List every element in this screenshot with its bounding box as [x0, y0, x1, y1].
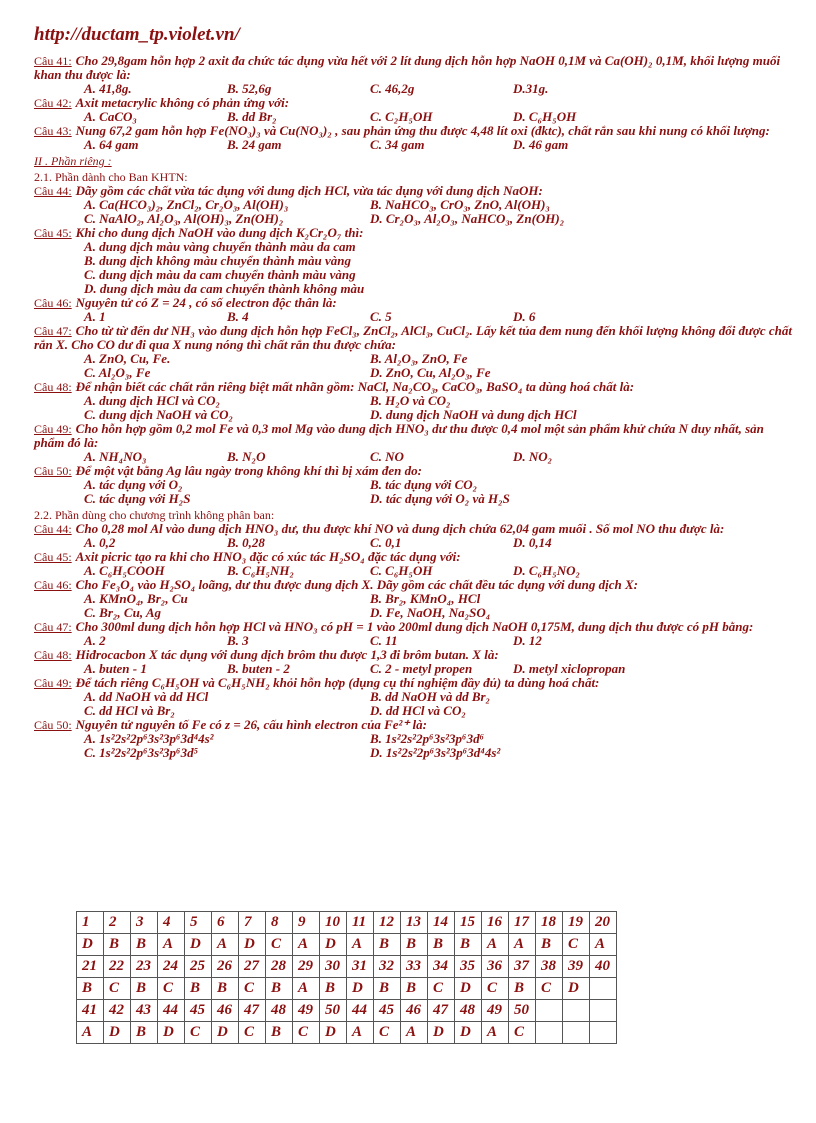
answer-option: D. ZnO, Cu, Al₂O₃, Fe — [370, 365, 491, 380]
option-group — [34, 198, 794, 226]
answer-letter-cell: D — [455, 1022, 482, 1044]
answer-letter-cell: A — [77, 1022, 104, 1044]
question-label: Câu 48: — [34, 380, 72, 394]
answer-letter-cell: B — [455, 934, 482, 956]
question-text: Nguyên tử có Z = 24 , có số electron độc thân là: — [75, 295, 337, 310]
option-group — [34, 110, 794, 124]
question — [34, 578, 794, 592]
answer-letter-cell: A — [401, 1022, 428, 1044]
question-text: Để tách riêng C₆H₅OH và C₆H₅NH₂ khỏi hỗn hợp (dụng cụ thí nghiệm đầy đủ) ta dùng hoá chất: — [75, 675, 600, 690]
answer-number-cell: 36 — [482, 956, 509, 978]
answer-number-cell — [563, 1000, 590, 1022]
answer-letter-cell: B — [77, 978, 104, 1000]
option-group — [34, 138, 794, 152]
answer-option: B. buten - 2 — [227, 661, 290, 676]
answer-letter-cell: C — [239, 1022, 266, 1044]
question-text: Nguyên tử nguyên tố Fe có z = 26, cấu hình electron của Fe²⁺ là: — [75, 717, 427, 732]
answer-letter-cell: C — [266, 934, 293, 956]
answer-option: A. NH₄NO₃ — [84, 449, 147, 464]
answer-letter-cell: B — [131, 978, 158, 1000]
answer-number-cell: 45 — [374, 1000, 401, 1022]
answer-option: B. 1s²2s²2p⁶3s²3p⁶3d⁶ — [370, 731, 485, 746]
question — [34, 96, 794, 110]
answer-option: C. dd HCl và Br₂ — [84, 703, 175, 718]
answer-number-cell: 19 — [563, 912, 590, 934]
answer-letter-cell: D — [320, 934, 347, 956]
question — [34, 54, 794, 82]
answer-option: B. 24 gam — [227, 137, 282, 152]
answer-option: A. 64 gam — [84, 137, 139, 152]
question-label: Câu 46: — [34, 296, 72, 310]
answer-number-cell: 49 — [482, 1000, 509, 1022]
option-group — [34, 478, 794, 506]
answer-letter-cell: C — [509, 1022, 536, 1044]
answer-number-cell: 44 — [158, 1000, 185, 1022]
answer-number-cell: 28 — [266, 956, 293, 978]
answer-option: B. 0,28 — [227, 535, 265, 550]
answer-letter-cell: D — [185, 934, 212, 956]
answer-number-cell: 47 — [428, 1000, 455, 1022]
question — [34, 296, 794, 310]
question-text: Cho 300ml dung dịch hỗn hợp HCl và HNO₃ có pH = 1 vào 200ml dung dịch NaOH 0,175M, dung dịch thu được có pH bằng: — [75, 619, 754, 634]
question-label: Câu 49: — [34, 676, 72, 690]
answer-option: A. 41,8g. — [84, 81, 132, 96]
answer-letter-cell: A — [482, 1022, 509, 1044]
answer-letter-cell — [590, 978, 617, 1000]
questions-part2 — [34, 184, 794, 506]
answer-option: D. 6 — [513, 309, 536, 324]
question-label: Câu 42: — [34, 96, 72, 110]
section-heading-non-stream: 2.2. Phần dùng cho chương trình không phân ban: — [34, 508, 275, 522]
answer-letter-cell: C — [374, 1022, 401, 1044]
answer-option: D. metyl xiclopropan — [513, 661, 626, 676]
answer-letter-cell: A — [293, 978, 320, 1000]
answer-option: A. tác dụng với O₂ — [84, 477, 183, 492]
answer-option: B. tác dụng với CO₂ — [370, 477, 478, 492]
answer-option: B. dd NaOH và dd Br₂ — [370, 689, 491, 704]
answer-number-cell: 32 — [374, 956, 401, 978]
answer-letter-cell: B — [320, 978, 347, 1000]
answer-number-cell: 44 — [347, 1000, 374, 1022]
answer-number-cell: 20 — [590, 912, 617, 934]
answer-letter-cell: C — [239, 978, 266, 1000]
answer-number-cell — [590, 1000, 617, 1022]
answer-option: B. Al₂O₃, ZnO, Fe — [370, 351, 468, 366]
answer-option: A. dung dịch HCl và CO₂ — [84, 393, 220, 408]
answer-number-cell: 23 — [131, 956, 158, 978]
answer-letter-cell: C — [185, 1022, 212, 1044]
answer-option: D. dd HCl và CO₂ — [370, 703, 466, 718]
question-text: Để một vật bằng Ag lâu ngày trong không khí thì bị xám đen do: — [75, 463, 422, 478]
answer-letter-cell: C — [293, 1022, 320, 1044]
option-group — [34, 394, 794, 422]
answer-option: C. NO — [370, 449, 404, 464]
answer-letter-cell: B — [266, 1022, 293, 1044]
answer-number-cell: 45 — [185, 1000, 212, 1022]
question — [34, 226, 794, 240]
question-label: Câu 41: — [34, 54, 72, 68]
question-label: Câu 45: — [34, 226, 72, 240]
answer-letter-row — [77, 1022, 617, 1044]
answer-letter-cell: D — [77, 934, 104, 956]
answer-number-cell: 37 — [509, 956, 536, 978]
answer-letter-cell: C — [563, 934, 590, 956]
answer-number-cell: 46 — [212, 1000, 239, 1022]
question — [34, 124, 794, 138]
answer-option: B. H₂O và CO₂ — [370, 393, 451, 408]
answer-letter-cell: D — [428, 1022, 455, 1044]
answer-number-cell: 40 — [590, 956, 617, 978]
answer-option: D. Fe, NaOH, Na₂SO₄ — [370, 605, 491, 620]
question-label: Câu 48: — [34, 648, 72, 662]
answer-option: D. tác dụng với O₂ và H₂S — [370, 491, 510, 506]
answer-letter-cell: B — [131, 1022, 158, 1044]
answer-letter-cell: D — [455, 978, 482, 1000]
answer-letter-cell: D — [104, 1022, 131, 1044]
answer-letter-cell: B — [509, 978, 536, 1000]
question — [34, 522, 794, 536]
answer-option: C. 5 — [370, 309, 392, 324]
question — [34, 380, 794, 394]
question-text: Cho từ từ đến dư NH₃ vào dung dịch hỗn hợp FeCl₃, ZnCl₂, AlCl₃, CuCl₂. Lấy kết tủa đem nung đến khối lượng không đổi được chất rắn X. Cho CO dư đi qua X nung nóng thì chất rắn thu được chứa: — [34, 323, 792, 352]
answer-number-cell: 41 — [77, 1000, 104, 1022]
answer-number-cell: 16 — [482, 912, 509, 934]
answer-option: A. Ca(HCO₃)₂, ZnCl₂, Cr₂O₃, Al(OH)₃ — [84, 197, 289, 212]
option-group — [34, 352, 794, 380]
answer-letter-cell: A — [158, 934, 185, 956]
answer-option: A. 1 — [84, 309, 106, 324]
answer-option: C. Al₂O₃, Fe — [84, 365, 151, 380]
answer-key-table — [76, 911, 617, 1044]
answer-number-cell: 14 — [428, 912, 455, 934]
option-group — [34, 634, 794, 648]
answer-letter-cell: B — [536, 934, 563, 956]
answer-option: C. C₆H₅OH — [370, 563, 433, 578]
question-label: Câu 47: — [34, 324, 72, 338]
question — [34, 718, 794, 732]
answer-option: B. NaHCO₃, CrO₃, ZnO, Al(OH)₃ — [370, 197, 550, 212]
answer-letter-cell: A — [347, 1022, 374, 1044]
answer-option: C. 11 — [370, 633, 398, 648]
answer-letter-row — [77, 978, 617, 1000]
question-text: Axit picric tạo ra khi cho HNO₃ đặc có xúc tác H₂SO₄ đặc tác dụng với: — [75, 549, 461, 564]
answer-number-cell: 4 — [158, 912, 185, 934]
option-group — [34, 450, 794, 464]
answer-option: C. dung dịch màu da cam chuyển thành màu vàng — [84, 267, 356, 282]
answer-option: D.31g. — [513, 81, 549, 96]
answer-number-row — [77, 1000, 617, 1022]
answer-option: A. 1s²2s²2p⁶3s²3p⁶3d⁴4s² — [84, 731, 214, 746]
answer-number-cell — [536, 1000, 563, 1022]
question-text: Để nhận biết các chất rắn riêng biệt mất nhãn gồm: NaCl, Na₂CO₃, CaCO₃, BaSO₄ ta dùng hoá chất là: — [75, 379, 635, 394]
answer-letter-cell: D — [563, 978, 590, 1000]
answer-number-cell: 39 — [563, 956, 590, 978]
answer-option: B. dd Br₂ — [227, 109, 277, 124]
answer-number-cell: 13 — [401, 912, 428, 934]
option-group — [34, 536, 794, 550]
answer-letter-cell: D — [212, 1022, 239, 1044]
question-label: Câu 44: — [34, 184, 72, 198]
answer-letter-cell: D — [347, 978, 374, 1000]
question-label: Câu 47: — [34, 620, 72, 634]
answer-letter-cell: B — [374, 978, 401, 1000]
answer-number-cell: 7 — [239, 912, 266, 934]
answer-option: A. 0,2 — [84, 535, 116, 550]
answer-letter-cell: C — [104, 978, 131, 1000]
answer-number-cell: 18 — [536, 912, 563, 934]
answer-number-cell: 33 — [401, 956, 428, 978]
option-group — [34, 564, 794, 578]
questions-part1 — [34, 54, 794, 152]
answer-option: A. ZnO, Cu, Fe. — [84, 351, 171, 366]
answer-letter-cell: A — [293, 934, 320, 956]
question-text: Cho hỗn hợp gồm 0,2 mol Fe và 0,3 mol Mg vào dung dịch HNO₃ dư thu được 0,4 mol một sản phẩm khử chứa N duy nhất, sản phẩm đó là: — [34, 421, 764, 450]
answer-number-cell: 6 — [212, 912, 239, 934]
answer-option: B. dung dịch không màu chuyển thành màu vàng — [84, 253, 351, 268]
answer-number-cell: 50 — [320, 1000, 347, 1022]
answer-option: C. Br₂, Cu, Ag — [84, 605, 162, 620]
option-group — [34, 310, 794, 324]
answer-option: D. C₆H₅NO₂ — [513, 563, 581, 578]
answer-number-cell: 1 — [77, 912, 104, 934]
answer-number-cell: 12 — [374, 912, 401, 934]
answer-number-cell: 22 — [104, 956, 131, 978]
answer-option: B. 52,6g — [227, 81, 272, 96]
answer-letter-row — [77, 934, 617, 956]
option-group — [34, 240, 794, 296]
answer-letter-cell: B — [185, 978, 212, 1000]
answer-letter-cell: C — [482, 978, 509, 1000]
answer-letter-cell: A — [590, 934, 617, 956]
answer-option: A. C₆H₅COOH — [84, 563, 165, 578]
question-text: Cho 29,8gam hỗn hợp 2 axit đa chức tác dụng vừa hết với 2 lít dung dịch hỗn hợp NaOH 0,1M và Ca(OH)₂ 0,1M, khối lượng muối khan thu được là: — [34, 53, 781, 82]
document-page — [34, 24, 794, 760]
answer-option: A. buten - 1 — [84, 661, 147, 676]
option-group — [34, 732, 794, 760]
answer-option: C. 46,2g — [370, 81, 415, 96]
question — [34, 464, 794, 478]
answer-option: B. Br₂, KMnO₄, HCl — [370, 591, 481, 606]
answer-letter-cell: C — [158, 978, 185, 1000]
question-label: Câu 50: — [34, 464, 72, 478]
answer-option: B. 4 — [227, 309, 249, 324]
answer-option: D. 46 gam — [513, 137, 569, 152]
answer-option: D. 0,14 — [513, 535, 552, 550]
answer-number-cell: 46 — [401, 1000, 428, 1022]
answer-option: C. 0,1 — [370, 535, 402, 550]
answer-letter-cell: C — [428, 978, 455, 1000]
question — [34, 550, 794, 564]
answer-option: B. C₆H₅NH₂ — [227, 563, 295, 578]
answer-number-cell: 11 — [347, 912, 374, 934]
answer-option: C. 2 - metyl propen — [370, 661, 473, 676]
answer-letter-cell: B — [428, 934, 455, 956]
question — [34, 620, 794, 634]
answer-number-cell: 3 — [131, 912, 158, 934]
answer-letter-cell: C — [536, 978, 563, 1000]
answer-option: D. dung dịch màu da cam chuyển thành không màu — [84, 281, 365, 296]
answer-number-cell: 17 — [509, 912, 536, 934]
question-text: Hiđrocacbon X tác dụng với dung dịch brôm thu được 1,3 đi brôm butan. X là: — [75, 647, 499, 662]
answer-letter-cell: A — [347, 934, 374, 956]
answer-number-cell: 49 — [293, 1000, 320, 1022]
answer-number-cell: 30 — [320, 956, 347, 978]
answer-number-cell: 21 — [77, 956, 104, 978]
section-heading-khtn: 2.1. Phần dành cho Ban KHTN: — [34, 170, 188, 184]
answer-letter-cell: B — [374, 934, 401, 956]
question-text: Khi cho dung dịch NaOH vào dung dịch K₂Cr₂O₇ thì: — [75, 225, 364, 240]
answer-number-row — [77, 912, 617, 934]
answer-number-cell: 35 — [455, 956, 482, 978]
answer-option: A. CaCO₃ — [84, 109, 137, 124]
answer-number-cell: 43 — [131, 1000, 158, 1022]
answer-number-cell: 10 — [320, 912, 347, 934]
answer-option: C. dung dịch NaOH và CO₂ — [84, 407, 233, 422]
answer-number-cell: 38 — [536, 956, 563, 978]
site-url[interactable]: http://ductam_tp.violet.vn/ — [34, 24, 240, 45]
option-group — [34, 690, 794, 718]
answer-option: C. 34 gam — [370, 137, 425, 152]
answer-number-cell: 9 — [293, 912, 320, 934]
question-label: Câu 44: — [34, 522, 72, 536]
answer-number-cell: 50 — [509, 1000, 536, 1022]
answer-number-cell: 15 — [455, 912, 482, 934]
answer-option: C. tác dụng với H₂S — [84, 491, 191, 506]
answer-number-cell: 2 — [104, 912, 131, 934]
question — [34, 676, 794, 690]
question-text: Axit metacrylic không có phản ứng với: — [75, 95, 290, 110]
answer-number-cell: 27 — [239, 956, 266, 978]
answer-option: A. dd NaOH và dd HCl — [84, 689, 209, 704]
answer-letter-cell: A — [509, 934, 536, 956]
question-text: Nung 67,2 gam hỗn hợp Fe(NO₃)₃ và Cu(NO₃)₂ , sau phản ứng thu được 4,48 lít oxi (đktc), chất rắn sau khi nung có khối lượng: — [75, 123, 770, 138]
answer-letter-cell: A — [482, 934, 509, 956]
option-group — [34, 662, 794, 676]
answer-letter-cell: A — [212, 934, 239, 956]
question-label: Câu 45: — [34, 550, 72, 564]
answer-letter-cell: D — [239, 934, 266, 956]
answer-number-cell: 8 — [266, 912, 293, 934]
option-group — [34, 592, 794, 620]
answer-option: D. Cr₂O₃, Al₂O₃, NaHCO₃, Zn(OH)₂ — [370, 211, 565, 226]
answer-letter-cell — [563, 1022, 590, 1044]
answer-letter-cell: B — [104, 934, 131, 956]
answer-letter-cell: D — [158, 1022, 185, 1044]
question-label: Câu 49: — [34, 422, 72, 436]
answer-letter-cell: D — [320, 1022, 347, 1044]
answer-number-cell: 31 — [347, 956, 374, 978]
answer-number-row — [77, 956, 617, 978]
question — [34, 324, 794, 352]
answer-letter-cell — [590, 1022, 617, 1044]
answer-number-cell: 48 — [266, 1000, 293, 1022]
answer-letter-cell: B — [401, 978, 428, 1000]
answer-number-cell: 47 — [239, 1000, 266, 1022]
answer-option: C. NaAlO₂, Al₂O₃, Al(OH)₃, Zn(OH)₂ — [84, 211, 284, 226]
question-text: Cho 0,28 mol Al vào dung dịch HNO₃ dư, thu được khí NO và dung dịch chứa 62,04 gam muối . Số mol NO thu được là: — [75, 521, 725, 536]
answer-number-cell: 48 — [455, 1000, 482, 1022]
question — [34, 648, 794, 662]
answer-option: D. C₆H₅OH — [513, 109, 577, 124]
answer-number-cell: 42 — [104, 1000, 131, 1022]
answer-number-cell: 34 — [428, 956, 455, 978]
answer-letter-cell: B — [266, 978, 293, 1000]
answer-option: C. C₂H₅OH — [370, 109, 433, 124]
question-label: Câu 43: — [34, 124, 72, 138]
answer-option: D. 12 — [513, 633, 542, 648]
option-group — [34, 82, 794, 96]
section-heading-private: II . Phần riêng : — [34, 154, 112, 168]
question-text: Cho Fe₃O₄ vào H₂SO₄ loãng, dư thu được dung dịch X. Dãy gồm các chất đều tác dụng với dung dịch X: — [75, 577, 638, 592]
answer-letter-cell — [536, 1022, 563, 1044]
answer-number-cell: 25 — [185, 956, 212, 978]
answer-option: A. KMnO₄, Br₂, Cu — [84, 591, 188, 606]
answer-option: D. dung dịch NaOH và dung dịch HCl — [370, 407, 577, 422]
question-text: Dãy gồm các chất vừa tác dụng với dung dịch HCl, vừa tác dụng với dung dịch NaOH: — [75, 183, 543, 198]
question — [34, 184, 794, 198]
answer-number-cell: 24 — [158, 956, 185, 978]
answer-number-cell: 29 — [293, 956, 320, 978]
questions-part3 — [34, 522, 794, 760]
answer-option: A. dung dịch màu vàng chuyển thành màu da cam — [84, 239, 356, 254]
answer-number-cell: 5 — [185, 912, 212, 934]
question — [34, 422, 794, 450]
answer-option: D. 1s²2s²2p⁶3s²3p⁶3d⁴4s² — [370, 745, 501, 760]
question-label: Câu 50: — [34, 718, 72, 732]
answer-letter-cell: B — [212, 978, 239, 1000]
answer-option: C. 1s²2s²2p⁶3s²3p⁶3d⁵ — [84, 745, 199, 760]
answer-option: A. 2 — [84, 633, 106, 648]
answer-option: D. NO₂ — [513, 449, 553, 464]
question-label: Câu 46: — [34, 578, 72, 592]
answer-letter-cell: B — [131, 934, 158, 956]
answer-letter-cell: B — [401, 934, 428, 956]
answer-option: B. 3 — [227, 633, 249, 648]
answer-option: B. N₂O — [227, 449, 266, 464]
answer-number-cell: 26 — [212, 956, 239, 978]
